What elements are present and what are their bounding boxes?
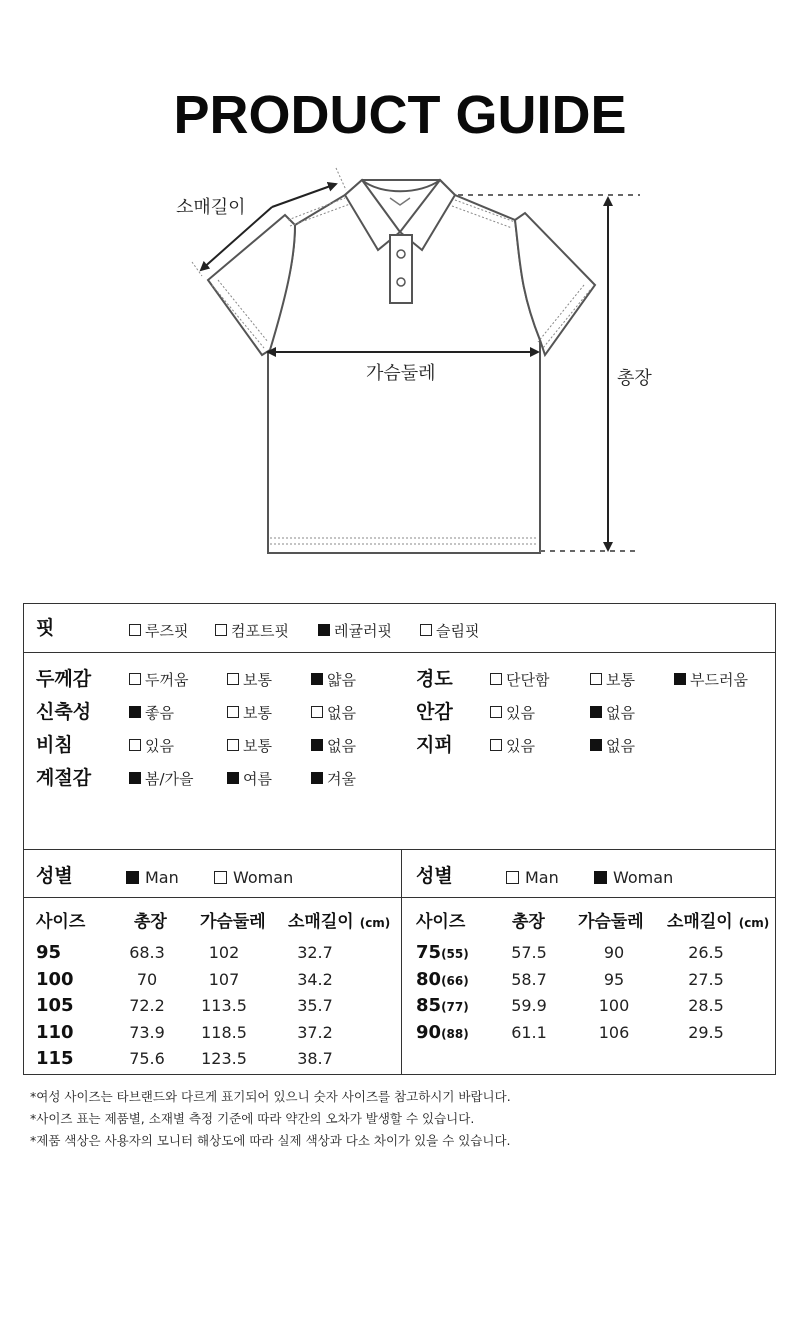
column-header: 가슴둘레 — [200, 912, 266, 932]
checked-box-icon — [129, 772, 141, 784]
size-value-sleeve: 38.7 — [297, 1049, 333, 1068]
fit-option — [420, 619, 479, 641]
option-label: 없음 — [327, 703, 356, 722]
size-value-sleeve: 27.5 — [688, 969, 724, 989]
size-value-chest: 118.5 — [201, 1022, 247, 1042]
option-label: 보통 — [243, 670, 272, 689]
attribute-option — [490, 701, 535, 723]
note-3: *제품 색상은 사용자의 모니터 해상도에 따라 실제 색상과 다소 차이가 있을 수 있습니다. — [30, 1133, 511, 1148]
size-label: 100 — [36, 968, 74, 990]
size-value-length: 68.3 — [129, 943, 165, 962]
size-value-length: 57.5 — [511, 943, 547, 962]
unchecked-box-icon — [227, 739, 239, 751]
gender-option-label: Man — [525, 867, 559, 887]
size-value-sleeve: 28.5 — [688, 996, 724, 1015]
checked-box-icon — [311, 772, 323, 784]
attribute-option — [490, 734, 535, 756]
size-value-length: 72.2 — [129, 996, 165, 1015]
size-value-chest: 100 — [598, 996, 630, 1015]
attribute-option — [311, 734, 356, 756]
fit-option — [129, 619, 188, 641]
column-header: 가슴둘레 — [578, 912, 644, 932]
attribute-option — [590, 668, 635, 690]
unchecked-box-icon — [129, 673, 141, 685]
unchecked-box-icon — [214, 871, 227, 884]
size-value-length: 75.6 — [129, 1049, 165, 1068]
size-label: 75(55) — [416, 942, 469, 963]
option-label: 보통 — [243, 703, 272, 722]
attribute-option — [227, 767, 272, 789]
attribute-label: 비침 — [36, 734, 73, 756]
size-value-chest: 123.5 — [201, 1049, 247, 1068]
size-value-sleeve: 26.5 — [688, 943, 724, 962]
attribute-option — [674, 668, 748, 690]
size-label: 85(77) — [416, 995, 469, 1016]
unchecked-box-icon — [129, 739, 141, 751]
option-label: 컴포트핏 — [231, 621, 289, 640]
attribute-label: 신축성 — [36, 701, 92, 723]
checked-box-icon — [129, 706, 141, 718]
note-2: *사이즈 표는 제품별, 소재별 측정 기준에 따라 약간의 오차가 발생할 수 있습니다. — [30, 1111, 475, 1126]
size-value-length: 73.9 — [129, 1022, 165, 1042]
unchecked-box-icon — [420, 624, 432, 636]
size-value-chest: 90 — [603, 943, 625, 962]
unchecked-box-icon — [227, 673, 239, 685]
size-label: 110 — [36, 1021, 74, 1043]
size-value-chest: 113.5 — [201, 996, 247, 1015]
unchecked-box-icon — [490, 673, 502, 685]
unit-label: (cm) — [738, 916, 770, 930]
attribute-option — [590, 734, 635, 756]
total-length-label: 총장 — [617, 368, 652, 389]
column-header: 총장 — [134, 912, 167, 932]
fit-option — [215, 619, 289, 641]
column-header: 총장 — [512, 912, 545, 932]
column-header: 사이즈 — [36, 912, 86, 932]
option-label: 없음 — [606, 736, 635, 755]
unchecked-box-icon — [311, 706, 323, 718]
men-gender-label: 성별 — [36, 865, 73, 887]
option-label: 좋음 — [145, 703, 174, 722]
product-guide-table — [23, 603, 776, 1075]
gender-option — [594, 866, 673, 888]
attribute-label: 지퍼 — [416, 734, 453, 756]
gender-option — [126, 866, 179, 888]
gender-option — [214, 866, 293, 888]
option-label: 단단함 — [506, 670, 550, 689]
unchecked-box-icon — [227, 706, 239, 718]
unchecked-box-icon — [490, 706, 502, 718]
attribute-option — [129, 701, 174, 723]
option-label: 있음 — [506, 736, 535, 755]
checked-box-icon — [126, 871, 139, 884]
size-value-sleeve: 37.2 — [297, 1022, 333, 1042]
size-value-chest: 106 — [598, 1022, 630, 1042]
attribute-option — [129, 734, 174, 756]
size-value-length: 61.1 — [511, 1022, 547, 1042]
size-label: 105 — [36, 995, 74, 1016]
size-label: 115 — [36, 1048, 74, 1069]
size-value-length: 59.9 — [511, 996, 547, 1015]
size-value-chest: 95 — [603, 969, 625, 989]
checked-box-icon — [590, 706, 602, 718]
fit-option — [318, 619, 392, 641]
gender-option-label: Woman — [613, 867, 674, 887]
option-label: 여름 — [243, 769, 272, 788]
checked-box-icon — [227, 772, 239, 784]
chest-label: 가슴둘레 — [366, 363, 436, 384]
option-label: 루즈핏 — [145, 621, 189, 640]
attribute-option — [129, 668, 188, 690]
gender-option — [506, 866, 559, 888]
size-value-sleeve: 35.7 — [297, 996, 333, 1015]
gender-option-label: Man — [145, 867, 179, 887]
unchecked-box-icon — [506, 871, 519, 884]
women-gender-label: 성별 — [416, 865, 453, 887]
size-value-length: 70 — [136, 969, 158, 989]
size-label: 80(66) — [416, 968, 469, 990]
attribute-option — [129, 767, 194, 789]
size-value-chest: 102 — [208, 943, 240, 962]
attribute-option — [490, 668, 549, 690]
unchecked-box-icon — [215, 624, 227, 636]
option-label: 없음 — [327, 736, 356, 755]
fit-label: 핏 — [36, 617, 55, 639]
checked-box-icon — [318, 624, 330, 636]
attribute-label: 계절감 — [36, 767, 92, 789]
shirt-diagram — [0, 160, 800, 570]
column-header: 사이즈 — [416, 912, 466, 932]
size-value-sleeve: 32.7 — [297, 943, 333, 962]
option-label: 보통 — [243, 736, 272, 755]
size-value-sleeve: 29.5 — [688, 1022, 724, 1042]
attribute-label: 안감 — [416, 701, 453, 723]
attribute-label: 경도 — [416, 668, 453, 690]
checked-box-icon — [594, 871, 607, 884]
option-label: 보통 — [606, 670, 635, 689]
option-label: 겨울 — [327, 769, 356, 788]
notes — [30, 1086, 511, 1152]
option-label: 얇음 — [327, 670, 356, 689]
size-value-length: 58.7 — [511, 969, 547, 989]
sleeve-length-label: 소매길이 — [176, 197, 246, 218]
checked-box-icon — [674, 673, 686, 685]
attribute-option — [227, 668, 272, 690]
attribute-option — [311, 767, 356, 789]
size-value-sleeve: 34.2 — [297, 969, 333, 989]
attribute-option — [590, 701, 635, 723]
checked-box-icon — [590, 739, 602, 751]
attribute-option — [227, 701, 272, 723]
option-label: 두꺼움 — [145, 670, 189, 689]
attribute-option — [311, 668, 356, 690]
unit-label: (cm) — [359, 916, 391, 930]
checked-box-icon — [311, 673, 323, 685]
checked-box-icon — [311, 739, 323, 751]
column-header: 소매길이 (cm) — [667, 912, 770, 932]
column-header: 소매길이 (cm) — [288, 912, 391, 932]
unchecked-box-icon — [590, 673, 602, 685]
option-label: 슬림핏 — [436, 621, 480, 640]
unchecked-box-icon — [490, 739, 502, 751]
option-label: 봄/가을 — [145, 769, 194, 788]
option-label: 레귤러핏 — [334, 621, 392, 640]
size-value-chest: 107 — [208, 969, 240, 989]
option-label: 있음 — [506, 703, 535, 722]
option-label: 부드러움 — [690, 670, 748, 689]
attribute-option — [227, 734, 272, 756]
option-label: 있음 — [145, 736, 174, 755]
note-1: *여성 사이즈는 타브랜드와 다르게 표기되어 있으니 숫자 사이즈를 참고하시기 바랍니다. — [30, 1089, 511, 1104]
attribute-option — [311, 701, 356, 723]
gender-option-label: Woman — [233, 867, 294, 887]
attribute-label: 두께감 — [36, 668, 92, 690]
option-label: 없음 — [606, 703, 635, 722]
size-label: 90(88) — [416, 1021, 469, 1043]
unchecked-box-icon — [129, 624, 141, 636]
page-title: PRODUCT GUIDE — [173, 85, 627, 145]
size-label: 95 — [36, 942, 62, 963]
